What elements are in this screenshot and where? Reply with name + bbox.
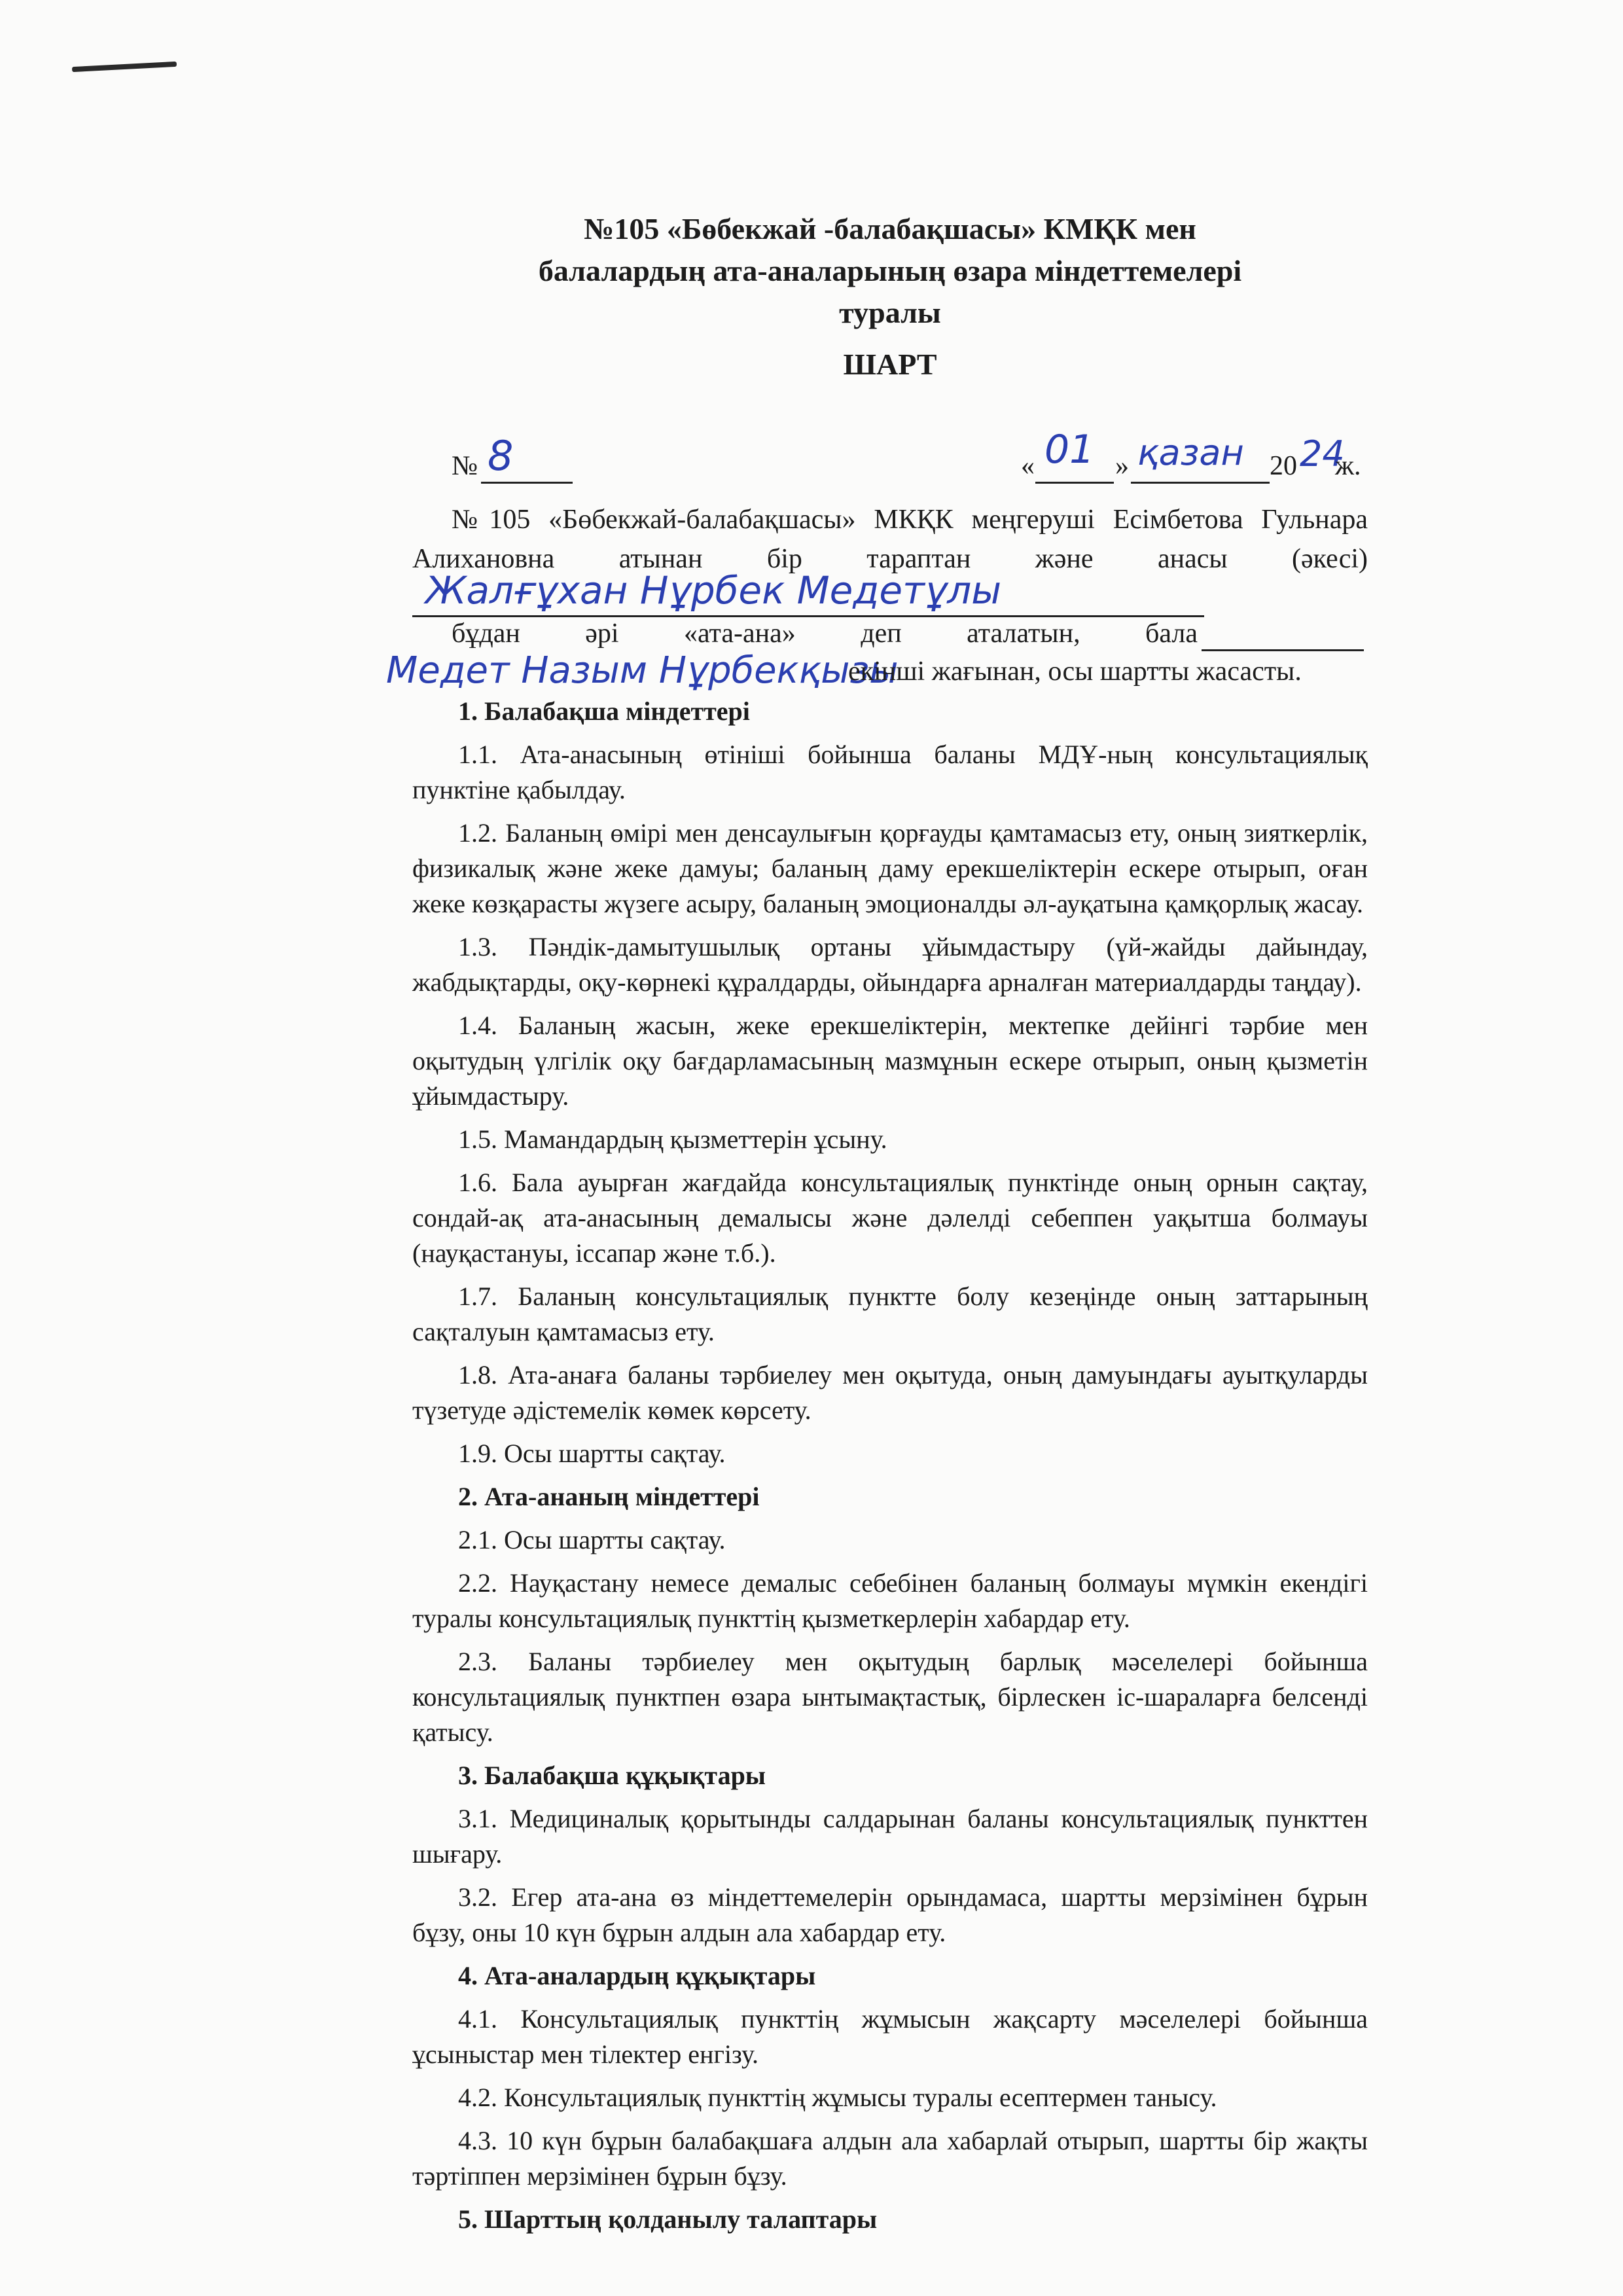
contract-body — [412, 694, 1368, 2245]
section-item: 4.3. 10 күн бұрын балабақшаға алдын ала хабарлай отырып, шартты бір жақты тәртіппен мерзімінен бұрын бұзу. — [412, 2126, 1368, 2191]
date-day-handwritten: 01 — [1044, 427, 1095, 473]
section-item: 1.4. Баланың жасын, жеке ерекшеліктерін, мектепке дейінгі тәрбие мен оқытудың үлгілік оқу бағдарламасының мазмұнын ескере отырып, оның қызметін ұйымдастыру. — [412, 1011, 1368, 1111]
title-line-2: балалардың ата-аналарының өзара міндеттемелері — [538, 254, 1242, 287]
intro-line-4: екінші жағынан, осы шартты жасасты. — [848, 656, 1302, 687]
section-item: 1.5. Мамандардың қызметтерін ұсыну. — [458, 1124, 887, 1154]
child-name-underline — [1202, 619, 1364, 651]
number-prefix: № — [452, 451, 478, 481]
section-3-heading: 3. Балабақша құқықтары — [458, 1761, 766, 1790]
year-prefix: 20 — [1270, 451, 1297, 481]
child-name-handwritten: Медет Назым Нұрбекқызы — [386, 649, 899, 692]
intro-line-3: бұдан әрі «ата-ана» деп аталатын, бала — [452, 619, 1198, 649]
section-item: 1.7. Баланың консультациялық пунктте болу кезеңінде оның заттарының сақталуын қамтамасыз ету. — [412, 1282, 1368, 1346]
section-item: 1.2. Баланың өмірі мен денсаулығын қорғауды қамтамасыз ету, оның зияткерлік, физикалық және жеке дамуы; баланың даму ерекшеліктерін ескере отырып, оған жеке көзқарасты жүзеге асыру, баланың эмоционалды әл-ауқатына қамқорлық жасау. — [412, 818, 1368, 918]
section-2-heading: 2. Ата-ананың міндеттері — [458, 1482, 760, 1511]
section-1-heading: 1. Балабақша міндеттері — [458, 696, 750, 726]
section-item: 4.1. Консультациялық пункттің жұмысын жақсарту мәселелері бойынша ұсыныстар мен тілектер енгізу. — [412, 2004, 1368, 2069]
section-item: 3.1. Медициналық қорытынды салдарынан баланы консультациялық пункттен шығару. — [412, 1804, 1368, 1869]
intro-line-2: Алихановна атынан бір тараптан және анасы (әкесі) — [412, 544, 1368, 574]
year-suffix-handwritten: 24 — [1300, 433, 1345, 475]
title-line-1: №105 «Бөбекжай -балабақшасы» КМҚК мен — [584, 212, 1196, 245]
section-item: 1.9. Осы шартты сақтау. — [458, 1439, 726, 1468]
section-5-heading: 5. Шарттың қолданылу талаптары — [458, 2204, 878, 2234]
document-title — [419, 208, 1361, 334]
document-type: ШАРТ — [843, 348, 937, 381]
date-month-handwritten: қазан — [1137, 432, 1244, 473]
section-item: 2.3. Баланы тәрбиелеу мен оқытудың барлық мәселелері бойынша консультациялық пунктпен өзара ынтымақтастық, бірлескен іс-шараларға белсенді қатысу. — [412, 1647, 1368, 1747]
date-close-quote: » — [1115, 451, 1129, 481]
section-item: 1.1. Ата-анасының өтініші бойынша баланы МДҰ-ның консультациялық пунктіне қабылдау. — [412, 740, 1368, 804]
section-item: 1.8. Ата-анаға баланы тәрбиелеу мен оқытуда, оның дамуындағы ауытқуларды түзетуде әдістемелік көмек көрсету. — [412, 1360, 1368, 1425]
section-item: 3.2. Егер ата-ана өз міндеттемелерін орындамаса, шартты мерзімінен бұрын бұзу, оны 10 күн бұрын алдын ала хабардар ету. — [412, 1882, 1368, 1947]
intro-line-1: №105 «Бөбекжай-балабақшасы» МКҚК меңгеруші Есімбетова Гульнара — [452, 505, 1368, 535]
year-end: ж. — [1335, 451, 1361, 481]
scan-mark — [72, 62, 177, 72]
parent-name-handwritten: Жалғұхан Нұрбек Медетұлы — [425, 568, 1002, 613]
section-item: 2.1. Осы шартты сақтау. — [458, 1525, 726, 1554]
title-line-3: туралы — [839, 296, 941, 329]
section-item: 4.2. Консультациялық пункттің жұмысы туралы есептермен танысу. — [458, 2083, 1217, 2112]
section-4-heading: 4. Ата-аналардың құқықтары — [458, 1961, 816, 1990]
section-item: 2.2. Науқастану немесе демалыс себебінен баланың болмауы мүмкін екендігі туралы консультациялық пункттің қызметкерлерін хабардар ету. — [412, 1568, 1368, 1633]
section-item: 1.6. Бала ауырған жағдайда консультациялық пунктінде оның орнын сақтау, сондай-ақ ата-анасының демалысы және дәлелді себеппен уақытша болмауы (науқастануы, іссапар және т.б.). — [412, 1168, 1368, 1268]
section-item: 1.3. Пәндік-дамытушылық ортаны ұйымдастыру (үй-жайды дайындау, жабдықтарды, оқу-көрнекі құралдарды, ойындарға арналған материалдарды таңдау). — [412, 932, 1368, 997]
date-open-quote: « — [1021, 451, 1035, 481]
number-handwritten: 8 — [488, 432, 514, 480]
